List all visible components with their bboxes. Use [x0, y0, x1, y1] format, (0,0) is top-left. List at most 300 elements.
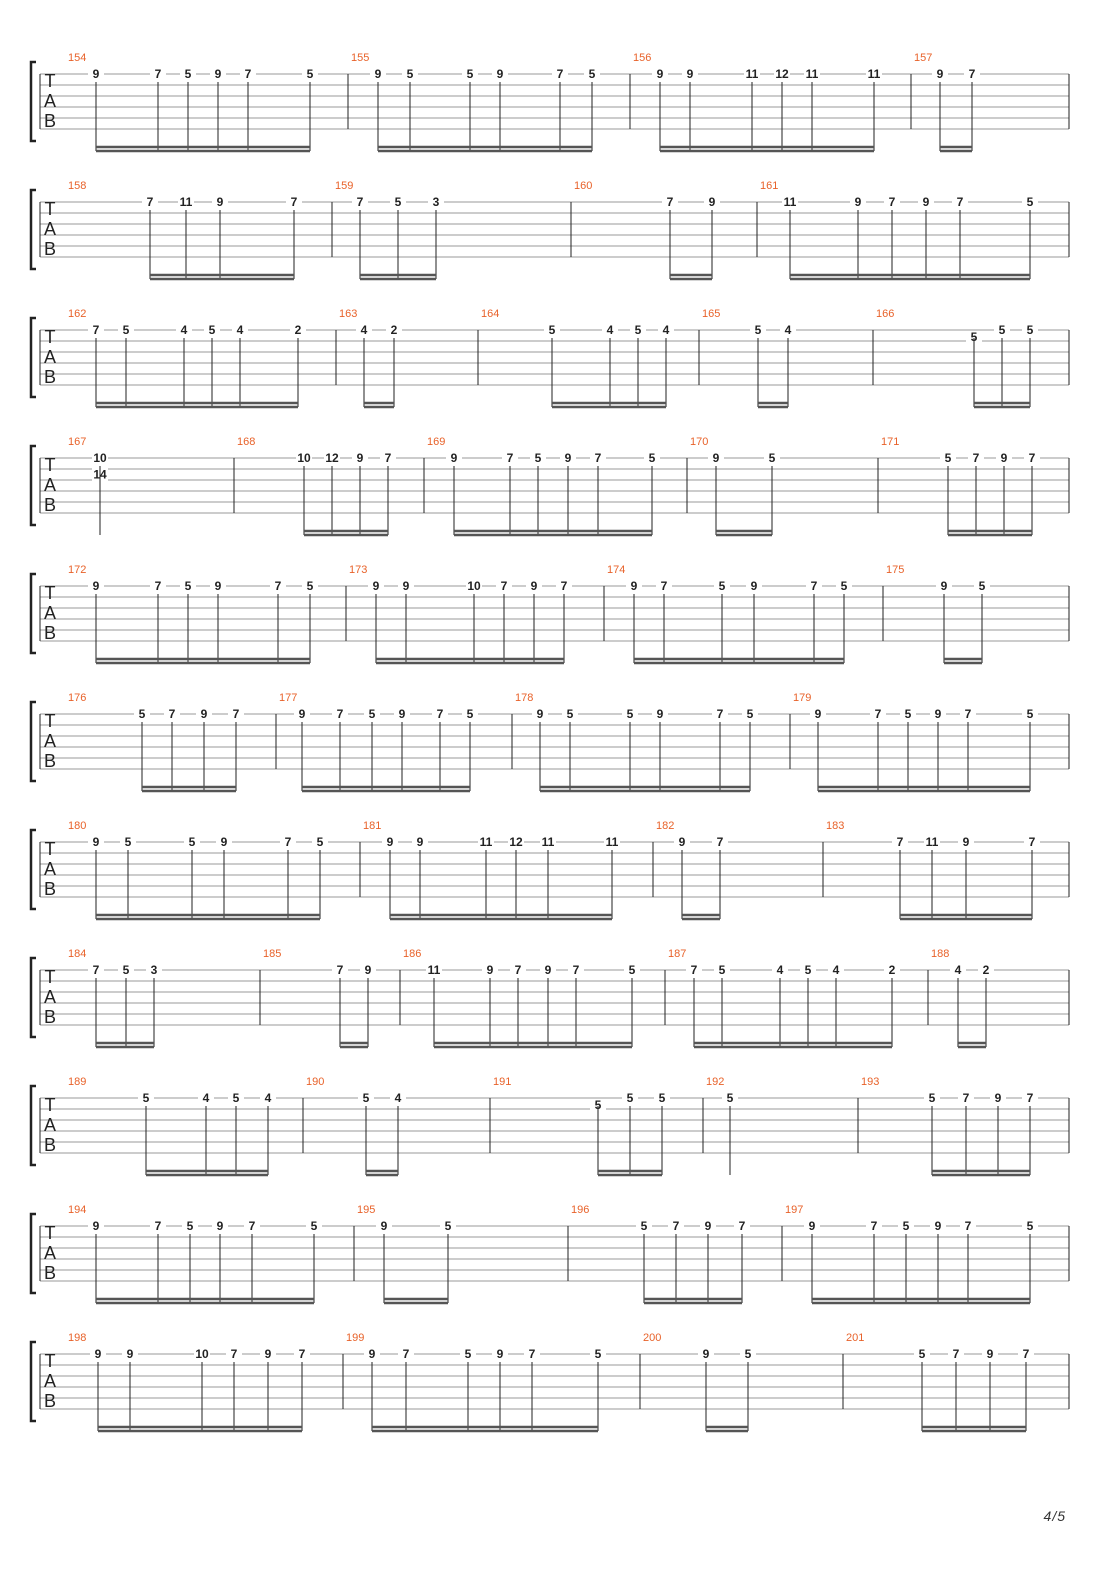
fret-number: 5: [186, 1219, 194, 1233]
tab-clef-letter: B: [43, 239, 57, 259]
measure: [481, 308, 674, 407]
measure-number: 166: [876, 308, 895, 320]
tab-system: [31, 820, 1069, 919]
measure: [633, 52, 882, 151]
measure-number: 199: [346, 1332, 365, 1344]
fret-number: 2: [888, 963, 896, 977]
measure-number: 171: [881, 436, 900, 448]
measure: [68, 564, 318, 663]
tab-system: [31, 692, 1069, 791]
fret-number: 5: [998, 323, 1006, 337]
fret-number: 5: [768, 451, 776, 465]
fret-number: 7: [290, 195, 298, 209]
fret-number: 11: [541, 835, 555, 849]
tab-system: [31, 1332, 1069, 1431]
fret-number: 7: [284, 835, 292, 849]
fret-number: 2: [294, 323, 302, 337]
system-bracket: [31, 958, 36, 1037]
fret-number: 9: [854, 195, 862, 209]
tab-system: [31, 1204, 1069, 1303]
measure: [68, 948, 162, 1047]
measure-number: 176: [68, 692, 87, 704]
fret-number: 5: [628, 963, 636, 977]
fret-number: 5: [142, 1091, 150, 1105]
measure-number: 156: [633, 52, 652, 64]
fret-number: 7: [556, 67, 564, 81]
tab-system: [31, 948, 1069, 1047]
fret-number: 5: [718, 579, 726, 593]
fret-number: 10: [195, 1347, 209, 1361]
fret-number: 9: [220, 835, 228, 849]
fret-number: 9: [496, 1347, 504, 1361]
fret-number: 5: [718, 963, 726, 977]
fret-number: 11: [179, 195, 193, 209]
fret-number: 9: [372, 579, 380, 593]
measure: [68, 180, 302, 279]
fret-number: 9: [630, 579, 638, 593]
system-bracket: [31, 446, 36, 525]
tab-clef-letter: A: [43, 347, 57, 367]
tab-clef-letter: B: [43, 1263, 57, 1283]
fret-number: 5: [122, 323, 130, 337]
tab-clef-letter: A: [43, 91, 57, 111]
tab-clef-letter: T: [44, 1095, 56, 1115]
measure: [335, 180, 444, 279]
tab-clef-letter: B: [43, 495, 57, 515]
fret-number: 9: [536, 707, 544, 721]
fret-number: 9: [364, 963, 372, 977]
fret-number: 7: [952, 1347, 960, 1361]
measure-number: 201: [846, 1332, 865, 1344]
fret-number: 9: [934, 1219, 942, 1233]
measure: [68, 1204, 322, 1303]
tab-clef-letter: A: [43, 219, 57, 239]
fret-number: 5: [310, 1219, 318, 1233]
tab-system: [31, 180, 1069, 279]
fret-number: 9: [940, 579, 948, 593]
fret-number: 9: [94, 1347, 102, 1361]
measure-number: 198: [68, 1332, 87, 1344]
fret-number: 5: [970, 329, 978, 344]
tab-system: [31, 564, 1069, 663]
fret-number: 7: [964, 1219, 972, 1233]
fret-number: 9: [922, 195, 930, 209]
measure-number: 185: [263, 948, 282, 960]
measure-number: 200: [643, 1332, 662, 1344]
tab-clef-letter: T: [44, 839, 56, 859]
fret-number: 7: [528, 1347, 536, 1361]
measure-number: 164: [481, 308, 500, 320]
fret-number: 5: [444, 1219, 452, 1233]
fret-number: 7: [336, 963, 344, 977]
fret-number: 9: [656, 67, 664, 81]
tab-clef-letter: T: [44, 1351, 56, 1371]
measure: [846, 1332, 1034, 1431]
fret-number: 7: [1028, 451, 1036, 465]
fret-number: 7: [660, 579, 668, 593]
fret-number: 7: [244, 67, 252, 81]
measure: [571, 1204, 750, 1303]
measure: [793, 692, 1038, 791]
measure: [68, 1076, 276, 1175]
fret-number: 14: [93, 467, 107, 482]
fret-number: 2: [982, 963, 990, 977]
fret-number: 5: [1026, 1219, 1034, 1233]
measure-number: 173: [349, 564, 368, 576]
fret-number: 7: [92, 963, 100, 977]
fret-number: 9: [214, 67, 222, 81]
measure-number: 172: [68, 564, 87, 576]
fret-number: 9: [712, 451, 720, 465]
measure: [346, 1332, 606, 1431]
fret-number: 7: [738, 1219, 746, 1233]
system-bracket: [31, 574, 36, 653]
measure-number: 197: [785, 1204, 804, 1216]
measure: [931, 948, 994, 1047]
measure: [876, 308, 1038, 407]
fret-number: 7: [402, 1347, 410, 1361]
measure-number: 175: [886, 564, 905, 576]
measure: [574, 180, 720, 279]
fret-number: 5: [754, 323, 762, 337]
fret-number: 7: [298, 1347, 306, 1361]
fret-number: 3: [432, 195, 440, 209]
fret-number: 5: [904, 707, 912, 721]
system-bracket: [31, 702, 36, 781]
measure-number: 191: [493, 1076, 512, 1088]
fret-number: 7: [962, 1091, 970, 1105]
fret-number: 4: [776, 963, 784, 977]
measure: [263, 948, 376, 1047]
fret-number: 5: [978, 579, 986, 593]
fret-number: 9: [994, 1091, 1002, 1105]
tab-clef-letter: A: [43, 859, 57, 879]
fret-number: 5: [306, 67, 314, 81]
fret-number: 5: [902, 1219, 910, 1233]
measure-number: 195: [357, 1204, 376, 1216]
measure-number: 157: [914, 52, 933, 64]
fret-number: 9: [214, 579, 222, 593]
fret-number: 5: [466, 67, 474, 81]
system-bracket: [31, 1214, 36, 1293]
measure: [339, 308, 402, 407]
fret-number: 7: [336, 707, 344, 721]
fret-number: 5: [368, 707, 376, 721]
fret-number: 5: [464, 1347, 472, 1361]
measure-number: 186: [403, 948, 422, 960]
fret-number: 11: [805, 67, 819, 81]
measure-number: 169: [427, 436, 446, 448]
fret-number: 5: [594, 1347, 602, 1361]
tab-clef-letter: T: [44, 455, 56, 475]
fret-number: 5: [566, 707, 574, 721]
fret-number: 5: [726, 1091, 734, 1105]
fret-number: 5: [406, 67, 414, 81]
measure-number: 196: [571, 1204, 590, 1216]
measure: [643, 1332, 756, 1431]
fret-number: 10: [297, 451, 311, 465]
fret-number: 9: [126, 1347, 134, 1361]
fret-number: 5: [394, 195, 402, 209]
fret-number: 9: [298, 707, 306, 721]
fret-number: 7: [232, 707, 240, 721]
fret-number: 5: [746, 707, 754, 721]
measure-number: 187: [668, 948, 687, 960]
fret-number: 9: [356, 451, 364, 465]
measure-number: 162: [68, 308, 87, 320]
fret-number: 5: [466, 707, 474, 721]
tab-system: [31, 436, 1069, 535]
fret-number: 5: [1026, 195, 1034, 209]
fret-number: 9: [708, 195, 716, 209]
tab-clef-letter: B: [43, 751, 57, 771]
fret-number: 9: [808, 1219, 816, 1233]
fret-number: 5: [548, 323, 556, 337]
measure: [68, 436, 108, 535]
fret-number: 10: [467, 579, 481, 593]
fret-number: 9: [750, 579, 758, 593]
measure: [914, 52, 980, 151]
fret-number: 7: [230, 1347, 238, 1361]
fret-number: 4: [264, 1091, 272, 1105]
fret-number: 5: [1026, 707, 1034, 721]
measure: [785, 1204, 1038, 1303]
fret-number: 11: [427, 963, 441, 977]
system-bracket: [31, 1342, 36, 1421]
fret-number: 11: [783, 195, 797, 209]
fret-number: 9: [936, 67, 944, 81]
measure: [68, 692, 244, 791]
measure: [349, 564, 572, 663]
fret-number: 12: [775, 67, 789, 81]
tab-clef-letter: A: [43, 987, 57, 1007]
fret-number: 7: [594, 451, 602, 465]
fret-number: 5: [928, 1091, 936, 1105]
fret-number: 9: [814, 707, 822, 721]
fret-number: 9: [380, 1219, 388, 1233]
fret-number: 9: [496, 67, 504, 81]
tab-clef-letter: T: [44, 327, 56, 347]
measure-number: 190: [306, 1076, 325, 1088]
measure: [279, 692, 478, 791]
tab-clef-letter: T: [44, 967, 56, 987]
fret-number: 7: [146, 195, 154, 209]
measure-number: 194: [68, 1204, 87, 1216]
fret-number: 9: [1000, 451, 1008, 465]
fret-number: 4: [832, 963, 840, 977]
fret-number: 5: [184, 579, 192, 593]
fret-number: 9: [544, 963, 552, 977]
measure-number: 160: [574, 180, 593, 192]
fret-number: 5: [626, 1091, 634, 1105]
measure: [306, 1076, 406, 1175]
tab-clef-letter: B: [43, 879, 57, 899]
fret-number: 4: [662, 323, 670, 337]
page-number: 4/5: [1043, 1508, 1066, 1524]
fret-number: 7: [666, 195, 674, 209]
tab-clef-letter: T: [44, 583, 56, 603]
fret-number: 9: [216, 1219, 224, 1233]
fret-number: 5: [188, 835, 196, 849]
fret-number: 5: [634, 323, 642, 337]
fret-number: 5: [744, 1347, 752, 1361]
tab-clef-letter: B: [43, 1007, 57, 1027]
system-bracket: [31, 1086, 36, 1165]
fret-number: 9: [398, 707, 406, 721]
measure: [351, 52, 600, 151]
fret-number: 7: [716, 835, 724, 849]
measure: [690, 436, 780, 535]
fret-number: 5: [362, 1091, 370, 1105]
measure-number: 154: [68, 52, 87, 64]
tab-clef-letter: B: [43, 111, 57, 131]
measure-number: 189: [68, 1076, 87, 1088]
fret-number: 9: [92, 835, 100, 849]
measure-number: 161: [760, 180, 779, 192]
fret-number: 5: [640, 1219, 648, 1233]
tab-clef-letter: A: [43, 1371, 57, 1391]
fret-number: 2: [390, 323, 398, 337]
fret-number: 5: [658, 1091, 666, 1105]
tab-clef-letter: A: [43, 1115, 57, 1135]
fret-number: 4: [954, 963, 962, 977]
fret-number: 7: [1022, 1347, 1030, 1361]
fret-number: 7: [870, 1219, 878, 1233]
fret-number: 7: [384, 451, 392, 465]
tab-clef-letter: B: [43, 367, 57, 387]
fret-number: 9: [686, 67, 694, 81]
fret-number: 5: [918, 1347, 926, 1361]
tab-clef-letter: B: [43, 623, 57, 643]
fret-number: 9: [92, 1219, 100, 1233]
fret-number: 5: [306, 579, 314, 593]
fret-number: 9: [656, 707, 664, 721]
fret-number: 7: [888, 195, 896, 209]
measure: [68, 308, 306, 407]
fret-number: 7: [168, 707, 176, 721]
measure-number: 179: [793, 692, 812, 704]
measure: [68, 52, 318, 151]
fret-number: 7: [968, 67, 976, 81]
measure-number: 167: [68, 436, 87, 448]
measure-number: 174: [607, 564, 626, 576]
fret-number: 7: [154, 67, 162, 81]
measure: [886, 564, 990, 663]
tab-clef-letter: B: [43, 1135, 57, 1155]
fret-number: 7: [356, 195, 364, 209]
tab-system: [31, 1076, 1069, 1175]
measure: [826, 820, 1040, 919]
fret-number: 11: [479, 835, 493, 849]
measure-number: 158: [68, 180, 87, 192]
fret-number: 12: [325, 451, 339, 465]
tab-system: [31, 52, 1069, 151]
fret-number: 11: [745, 67, 759, 81]
fret-number: 7: [896, 835, 904, 849]
measure: [881, 436, 1040, 535]
tab-clef-letter: A: [43, 603, 57, 623]
measure: [861, 1076, 1038, 1175]
fret-number: 7: [572, 963, 580, 977]
fret-number: 4: [236, 323, 244, 337]
fret-number: 9: [962, 835, 970, 849]
measure: [68, 1332, 310, 1431]
fret-number: 9: [530, 579, 538, 593]
tab-clef-letter: B: [43, 1391, 57, 1411]
fret-number: 5: [138, 707, 146, 721]
measure: [607, 564, 852, 663]
measure: [493, 1076, 670, 1175]
fret-number: 9: [386, 835, 394, 849]
tab-clef-letter: A: [43, 731, 57, 751]
system-bracket: [31, 62, 36, 141]
fret-number: 7: [874, 707, 882, 721]
fret-number: 5: [232, 1091, 240, 1105]
measure-number: 165: [702, 308, 721, 320]
measure-number: 180: [68, 820, 87, 832]
measure-number: 168: [237, 436, 256, 448]
tab-clef-letter: A: [43, 475, 57, 495]
measure: [403, 948, 640, 1047]
measure: [515, 692, 758, 791]
tab-system: [31, 308, 1069, 407]
fret-number: 9: [416, 835, 424, 849]
tab-clef-letter: T: [44, 199, 56, 219]
fret-number: 7: [972, 451, 980, 465]
fret-number: 4: [606, 323, 614, 337]
fret-number: 7: [560, 579, 568, 593]
measure-number: 183: [826, 820, 845, 832]
measure: [702, 308, 796, 407]
fret-number: 7: [92, 323, 100, 337]
fret-number: 5: [804, 963, 812, 977]
measure: [237, 436, 396, 535]
measure: [668, 948, 900, 1047]
fret-number: 4: [784, 323, 792, 337]
fret-number: 7: [672, 1219, 680, 1233]
fret-number: 7: [248, 1219, 256, 1233]
fret-number: 9: [402, 579, 410, 593]
measure: [760, 180, 1038, 279]
fret-number: 7: [154, 1219, 162, 1233]
fret-number: 7: [716, 707, 724, 721]
measure: [656, 820, 728, 919]
fret-number: 5: [626, 707, 634, 721]
fret-number: 5: [588, 67, 596, 81]
fret-number: 5: [124, 835, 132, 849]
measure-number: 184: [68, 948, 87, 960]
fret-number: 10: [93, 451, 107, 465]
measure-number: 155: [351, 52, 370, 64]
fret-number: 7: [436, 707, 444, 721]
fret-number: 4: [394, 1091, 402, 1105]
system-bracket: [31, 830, 36, 909]
measure-number: 188: [931, 948, 950, 960]
fret-number: 5: [208, 323, 216, 337]
measure-number: 181: [363, 820, 382, 832]
fret-number: 7: [690, 963, 698, 977]
fret-number: 9: [564, 451, 572, 465]
fret-number: 9: [702, 1347, 710, 1361]
fret-number: 7: [514, 963, 522, 977]
fret-number: 9: [92, 579, 100, 593]
tab-clef-letter: T: [44, 711, 56, 731]
fret-number: 9: [704, 1219, 712, 1233]
fret-number: 7: [956, 195, 964, 209]
tab-clef-letter: A: [43, 1243, 57, 1263]
fret-number: 7: [1026, 1091, 1034, 1105]
fret-number: 12: [509, 835, 523, 849]
